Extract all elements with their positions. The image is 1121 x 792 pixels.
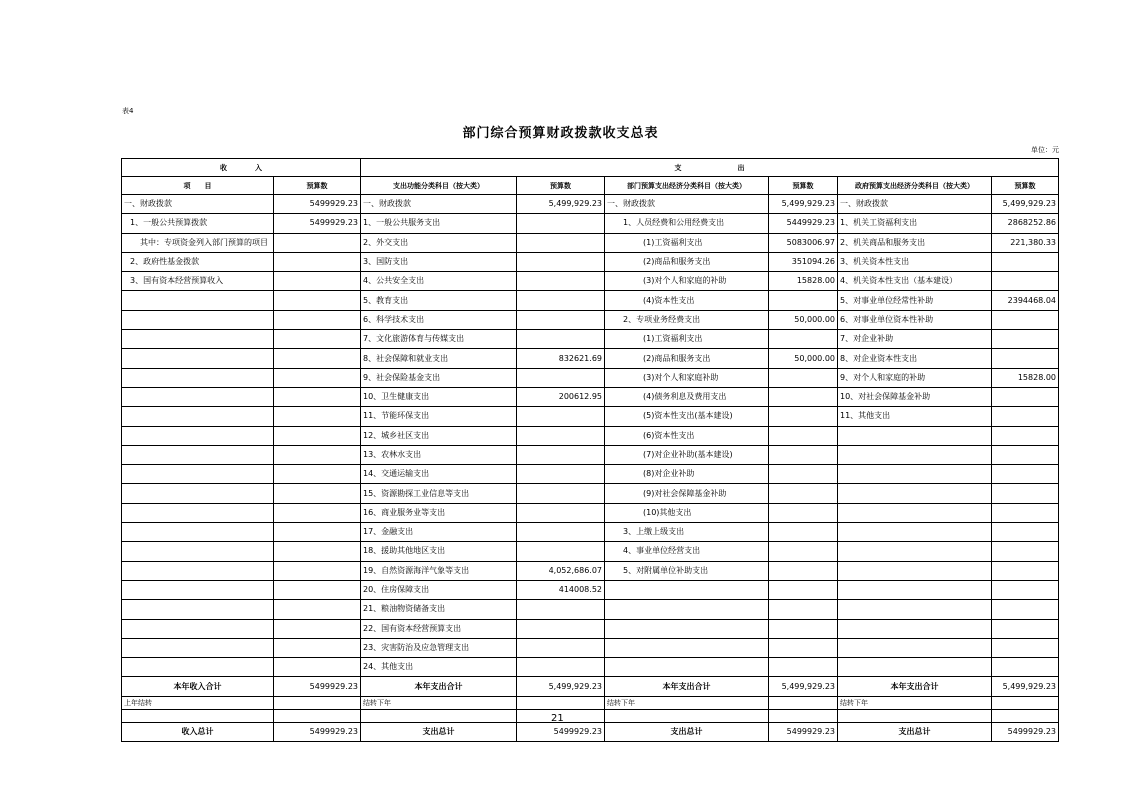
cell: [517, 696, 605, 709]
gov-econ-budget-cell: [992, 580, 1059, 599]
dept-econ-budget-cell: [769, 600, 838, 619]
year-expense-gov-value: 5,499,929.23: [992, 677, 1059, 696]
income-item-cell: [122, 503, 274, 522]
carry-forward-label: 结转下年: [838, 696, 992, 709]
income-budget-cell: [274, 310, 361, 329]
income-item-cell: [122, 638, 274, 657]
income-item-cell: [122, 426, 274, 445]
func-item-cell: 21、粮油物资储备支出: [361, 600, 517, 619]
income-item-cell: [122, 658, 274, 677]
income-budget-cell: 5499929.23: [274, 195, 361, 214]
income-budget-cell: 5499929.23: [274, 214, 361, 233]
income-item-cell: 1、一般公共预算拨款: [122, 214, 274, 233]
prior-balance-label: 上年结转: [122, 696, 274, 709]
gov-econ-item-cell: [838, 619, 992, 638]
income-budget-cell: [274, 445, 361, 464]
document-title: 部门综合预算财政拨款收支总表: [462, 126, 659, 141]
func-budget-cell: [517, 619, 605, 638]
dept-econ-budget-cell: [769, 426, 838, 445]
dept-econ-item-cell: (3)对个人和家庭补助: [605, 368, 769, 387]
gov-econ-item-cell: [838, 503, 992, 522]
blank-row: [122, 709, 1059, 722]
income-budget-cell: [274, 658, 361, 677]
func-item-cell: 一、财政拨款: [361, 195, 517, 214]
dept-econ-item-cell: 2、专项业务经费支出: [605, 310, 769, 329]
func-item-cell: 3、国防支出: [361, 252, 517, 271]
gov-econ-budget-cell: 2868252.86: [992, 214, 1059, 233]
gov-econ-budget-cell: [992, 638, 1059, 657]
dept-econ-item-cell: 3、上缴上级支出: [605, 523, 769, 542]
income-item-cell: [122, 330, 274, 349]
func-item-cell: 20、住房保障支出: [361, 580, 517, 599]
table-row: [122, 465, 1059, 484]
page-number: 21: [551, 713, 564, 724]
dept-econ-budget-cell: [769, 503, 838, 522]
income-item-cell: 2、政府性基金拨款: [122, 252, 274, 271]
gov-econ-item-cell: 5、对事业单位经常性补助: [838, 291, 992, 310]
dept-econ-item-cell: 一、财政拨款: [605, 195, 769, 214]
dept-econ-budget-cell: [769, 387, 838, 406]
func-item-cell: 12、城乡社区支出: [361, 426, 517, 445]
grand-total-row: [122, 722, 1059, 741]
table-row: [122, 658, 1059, 677]
func-budget-cell: [517, 310, 605, 329]
cell: [122, 709, 274, 722]
func-budget-cell: [517, 503, 605, 522]
func-item-cell: 22、国有资本经营预算支出: [361, 619, 517, 638]
col-budget-header: 预算数: [992, 177, 1059, 195]
expense-total-label: 支出总计: [838, 722, 992, 741]
gov-econ-budget-cell: [992, 330, 1059, 349]
budget-summary-table: [121, 158, 1059, 742]
table-row: [122, 426, 1059, 445]
year-income-label: 本年收入合计: [122, 677, 274, 696]
gov-econ-item-cell: 9、对个人和家庭的补助: [838, 368, 992, 387]
table-row: [122, 214, 1059, 233]
income-budget-cell: [274, 561, 361, 580]
func-item-cell: 14、交通运输支出: [361, 465, 517, 484]
table-row: [122, 252, 1059, 271]
dept-econ-budget-cell: [769, 561, 838, 580]
gov-econ-budget-cell: [992, 465, 1059, 484]
dept-econ-item-cell: 1、人员经费和公用经费支出: [605, 214, 769, 233]
gov-econ-budget-cell: [992, 310, 1059, 329]
gov-econ-item-cell: [838, 561, 992, 580]
expense-header: 支 出: [361, 159, 1059, 177]
year-expense-label: 本年支出合计: [605, 677, 769, 696]
col-item-header: 项 目: [122, 177, 274, 195]
gov-econ-item-cell: 一、财政拨款: [838, 195, 992, 214]
func-item-cell: 24、其他支出: [361, 658, 517, 677]
gov-econ-item-cell: 2、机关商品和服务支出: [838, 233, 992, 252]
gov-econ-budget-cell: [992, 252, 1059, 271]
dept-econ-item-cell: (5)资本性支出(基本建设): [605, 407, 769, 426]
col-func-header: 支出功能分类科目（按大类）: [361, 177, 517, 195]
cell: [274, 696, 361, 709]
dept-econ-item-cell: 4、事业单位经营支出: [605, 542, 769, 561]
income-item-cell: [122, 619, 274, 638]
gov-econ-budget-cell: [992, 484, 1059, 503]
income-budget-cell: [274, 580, 361, 599]
table-row: [122, 195, 1059, 214]
income-budget-cell: [274, 600, 361, 619]
dept-econ-item-cell: (7)对企业补助(基本建设): [605, 445, 769, 464]
gov-econ-item-cell: [838, 658, 992, 677]
dept-econ-budget-cell: [769, 619, 838, 638]
gov-econ-budget-cell: [992, 561, 1059, 580]
func-budget-cell: 5,499,929.23: [517, 195, 605, 214]
func-item-cell: 13、农林水支出: [361, 445, 517, 464]
dept-econ-budget-cell: [769, 523, 838, 542]
income-budget-cell: [274, 465, 361, 484]
func-budget-cell: [517, 445, 605, 464]
table-row: [122, 368, 1059, 387]
dept-econ-item-cell: (4)债务利息及费用支出: [605, 387, 769, 406]
table-row: [122, 387, 1059, 406]
func-budget-cell: [517, 600, 605, 619]
table-body: [122, 195, 1059, 677]
cell: [838, 709, 992, 722]
expense-total-func-value: 5499929.23: [517, 722, 605, 741]
gov-econ-budget-cell: 15828.00: [992, 368, 1059, 387]
dept-econ-budget-cell: 50,000.00: [769, 349, 838, 368]
func-budget-cell: [517, 330, 605, 349]
func-budget-cell: [517, 658, 605, 677]
carry-forward-label: 结转下年: [361, 696, 517, 709]
gov-econ-budget-cell: [992, 542, 1059, 561]
gov-econ-budget-cell: [992, 658, 1059, 677]
cell: [274, 709, 361, 722]
cell: [769, 696, 838, 709]
header-row-top: [122, 159, 1059, 177]
income-item-cell: 一、财政拨款: [122, 195, 274, 214]
gov-econ-budget-cell: 2394468.04: [992, 291, 1059, 310]
income-budget-cell: [274, 523, 361, 542]
gov-econ-budget-cell: [992, 619, 1059, 638]
dept-econ-budget-cell: 5,499,929.23: [769, 195, 838, 214]
func-item-cell: 10、卫生健康支出: [361, 387, 517, 406]
gov-econ-budget-cell: 5,499,929.23: [992, 195, 1059, 214]
dept-econ-item-cell: [605, 619, 769, 638]
dept-econ-item-cell: [605, 638, 769, 657]
income-budget-cell: [274, 542, 361, 561]
dept-econ-item-cell: (6)资本性支出: [605, 426, 769, 445]
dept-econ-budget-cell: [769, 658, 838, 677]
gov-econ-item-cell: [838, 445, 992, 464]
gov-econ-budget-cell: [992, 600, 1059, 619]
income-item-cell: [122, 542, 274, 561]
header-row-columns: [122, 177, 1059, 195]
func-budget-cell: [517, 272, 605, 291]
dept-econ-budget-cell: [769, 368, 838, 387]
func-budget-cell: [517, 542, 605, 561]
dept-econ-item-cell: (10)其他支出: [605, 503, 769, 522]
func-item-cell: 7、文化旅游体育与传媒支出: [361, 330, 517, 349]
income-budget-cell: [274, 619, 361, 638]
income-total-label: 收入总计: [122, 722, 274, 741]
dept-econ-budget-cell: 50,000.00: [769, 310, 838, 329]
table-row: [122, 619, 1059, 638]
dept-econ-item-cell: (1)工资福利支出: [605, 233, 769, 252]
income-item-cell: 3、国有资本经营预算收入: [122, 272, 274, 291]
table-row: [122, 523, 1059, 542]
table-number: 表4: [122, 107, 134, 115]
income-total-value: 5499929.23: [274, 722, 361, 741]
dept-econ-item-cell: (2)商品和服务支出: [605, 349, 769, 368]
dept-econ-budget-cell: [769, 291, 838, 310]
func-item-cell: 8、社会保障和就业支出: [361, 349, 517, 368]
income-item-cell: [122, 465, 274, 484]
func-budget-cell: [517, 214, 605, 233]
table-row: [122, 561, 1059, 580]
dept-econ-budget-cell: [769, 580, 838, 599]
func-budget-cell: 4,052,686.07: [517, 561, 605, 580]
func-budget-cell: [517, 484, 605, 503]
income-budget-cell: [274, 387, 361, 406]
income-item-cell: [122, 349, 274, 368]
expense-total-label: 支出总计: [361, 722, 517, 741]
dept-econ-budget-cell: [769, 465, 838, 484]
gov-econ-budget-cell: [992, 272, 1059, 291]
table-row: [122, 407, 1059, 426]
func-budget-cell: [517, 291, 605, 310]
gov-econ-budget-cell: [992, 387, 1059, 406]
income-budget-cell: [274, 291, 361, 310]
gov-econ-item-cell: [838, 580, 992, 599]
func-item-cell: 11、节能环保支出: [361, 407, 517, 426]
dept-econ-item-cell: (3)对个人和家庭的补助: [605, 272, 769, 291]
table-row: [122, 445, 1059, 464]
gov-econ-budget-cell: [992, 523, 1059, 542]
cell: [769, 709, 838, 722]
col-budget-header: 预算数: [517, 177, 605, 195]
func-budget-cell: [517, 252, 605, 271]
income-budget-cell: [274, 426, 361, 445]
dept-econ-item-cell: [605, 658, 769, 677]
col-dept-econ-header: 部门预算支出经济分类科目（按大类）: [605, 177, 769, 195]
func-budget-cell: [517, 368, 605, 387]
cell: [992, 696, 1059, 709]
carry-forward-label: 结转下年: [605, 696, 769, 709]
func-budget-cell: 414008.52: [517, 580, 605, 599]
table-row: [122, 580, 1059, 599]
dept-econ-budget-cell: 5449929.23: [769, 214, 838, 233]
func-budget-cell: [517, 638, 605, 657]
income-budget-cell: [274, 407, 361, 426]
dept-econ-item-cell: [605, 580, 769, 599]
income-budget-cell: [274, 638, 361, 657]
income-item-cell: [122, 561, 274, 580]
income-item-cell: [122, 484, 274, 503]
income-budget-cell: [274, 330, 361, 349]
income-item-cell: [122, 387, 274, 406]
income-budget-cell: [274, 252, 361, 271]
func-item-cell: 23、灾害防治及应急管理支出: [361, 638, 517, 657]
func-budget-cell: [517, 233, 605, 252]
dept-econ-budget-cell: 5083006.97: [769, 233, 838, 252]
gov-econ-item-cell: 8、对企业资本性支出: [838, 349, 992, 368]
cell: [605, 709, 769, 722]
func-budget-cell: [517, 407, 605, 426]
dept-econ-item-cell: (2)商品和服务支出: [605, 252, 769, 271]
unit-label: 单位：元: [1031, 146, 1059, 154]
gov-econ-item-cell: [838, 542, 992, 561]
dept-econ-budget-cell: [769, 330, 838, 349]
year-total-row: [122, 677, 1059, 696]
func-item-cell: 18、援助其他地区支出: [361, 542, 517, 561]
income-budget-cell: [274, 503, 361, 522]
dept-econ-item-cell: 5、对附属单位补助支出: [605, 561, 769, 580]
cell: [361, 709, 517, 722]
year-expense-label: 本年支出合计: [838, 677, 992, 696]
dept-econ-budget-cell: [769, 445, 838, 464]
gov-econ-item-cell: 10、对社会保障基金补助: [838, 387, 992, 406]
income-item-cell: [122, 523, 274, 542]
income-item-cell: [122, 310, 274, 329]
table-row: [122, 330, 1059, 349]
income-item-cell: [122, 291, 274, 310]
dept-econ-budget-cell: [769, 484, 838, 503]
func-budget-cell: 200612.95: [517, 387, 605, 406]
gov-econ-item-cell: [838, 638, 992, 657]
year-expense-func-value: 5,499,929.23: [517, 677, 605, 696]
table-row: [122, 291, 1059, 310]
table-row: [122, 638, 1059, 657]
income-budget-cell: [274, 233, 361, 252]
func-item-cell: 16、商业服务业等支出: [361, 503, 517, 522]
gov-econ-item-cell: [838, 426, 992, 445]
table-totals: [122, 677, 1059, 742]
gov-econ-item-cell: 3、机关资本性支出: [838, 252, 992, 271]
expense-total-gov-value: 5499929.23: [992, 722, 1059, 741]
year-income-value: 5499929.23: [274, 677, 361, 696]
dept-econ-budget-cell: [769, 407, 838, 426]
gov-econ-item-cell: 11、其他支出: [838, 407, 992, 426]
table-row: [122, 349, 1059, 368]
dept-econ-item-cell: (1)工资福利支出: [605, 330, 769, 349]
dept-econ-budget-cell: 15828.00: [769, 272, 838, 291]
gov-econ-item-cell: [838, 465, 992, 484]
cell: [992, 709, 1059, 722]
dept-econ-item-cell: (4)资本性支出: [605, 291, 769, 310]
func-budget-cell: [517, 426, 605, 445]
table-row: [122, 503, 1059, 522]
table-row: [122, 600, 1059, 619]
carryover-row: [122, 696, 1059, 709]
func-item-cell: 2、外交支出: [361, 233, 517, 252]
table-row: [122, 272, 1059, 291]
table-row: [122, 484, 1059, 503]
income-item-cell: [122, 368, 274, 387]
dept-econ-budget-cell: [769, 638, 838, 657]
gov-econ-item-cell: 4、机关资本性支出（基本建设）: [838, 272, 992, 291]
func-item-cell: 15、资源勘探工业信息等支出: [361, 484, 517, 503]
gov-econ-item-cell: 7、对企业补助: [838, 330, 992, 349]
income-item-cell: 其中：专项资金列入部门预算的项目: [122, 233, 274, 252]
func-budget-cell: [517, 465, 605, 484]
gov-econ-budget-cell: 221,380.33: [992, 233, 1059, 252]
dept-econ-item-cell: (8)对企业补助: [605, 465, 769, 484]
expense-total-label: 支出总计: [605, 722, 769, 741]
gov-econ-item-cell: [838, 600, 992, 619]
dept-econ-budget-cell: [769, 542, 838, 561]
func-item-cell: 6、科学技术支出: [361, 310, 517, 329]
gov-econ-budget-cell: [992, 407, 1059, 426]
func-item-cell: 17、金融支出: [361, 523, 517, 542]
func-item-cell: 19、自然资源海洋气象等支出: [361, 561, 517, 580]
expense-total-dept-value: 5499929.23: [769, 722, 838, 741]
income-budget-cell: [274, 272, 361, 291]
income-budget-cell: [274, 368, 361, 387]
income-budget-cell: [274, 484, 361, 503]
func-item-cell: 1、一般公共服务支出: [361, 214, 517, 233]
gov-econ-item-cell: [838, 484, 992, 503]
year-expense-label: 本年支出合计: [361, 677, 517, 696]
income-item-cell: [122, 407, 274, 426]
col-budget-header: 预算数: [274, 177, 361, 195]
dept-econ-item-cell: [605, 600, 769, 619]
gov-econ-budget-cell: [992, 426, 1059, 445]
table-row: [122, 310, 1059, 329]
gov-econ-budget-cell: [992, 349, 1059, 368]
func-item-cell: 4、公共安全支出: [361, 272, 517, 291]
func-item-cell: 5、教育支出: [361, 291, 517, 310]
income-item-cell: [122, 580, 274, 599]
func-item-cell: 9、社会保险基金支出: [361, 368, 517, 387]
income-item-cell: [122, 445, 274, 464]
func-budget-cell: [517, 523, 605, 542]
income-header: 收 入: [122, 159, 361, 177]
table-row: [122, 233, 1059, 252]
year-expense-dept-value: 5,499,929.23: [769, 677, 838, 696]
income-item-cell: [122, 600, 274, 619]
table-row: [122, 542, 1059, 561]
income-budget-cell: [274, 349, 361, 368]
col-gov-econ-header: 政府预算支出经济分类科目（按大类）: [838, 177, 992, 195]
dept-econ-budget-cell: 351094.26: [769, 252, 838, 271]
gov-econ-item-cell: [838, 523, 992, 542]
gov-econ-item-cell: 1、机关工资福利支出: [838, 214, 992, 233]
gov-econ-budget-cell: [992, 503, 1059, 522]
func-budget-cell: 832621.69: [517, 349, 605, 368]
gov-econ-budget-cell: [992, 445, 1059, 464]
dept-econ-item-cell: (9)对社会保障基金补助: [605, 484, 769, 503]
col-budget-header: 预算数: [769, 177, 838, 195]
gov-econ-item-cell: 6、对事业单位资本性补助: [838, 310, 992, 329]
